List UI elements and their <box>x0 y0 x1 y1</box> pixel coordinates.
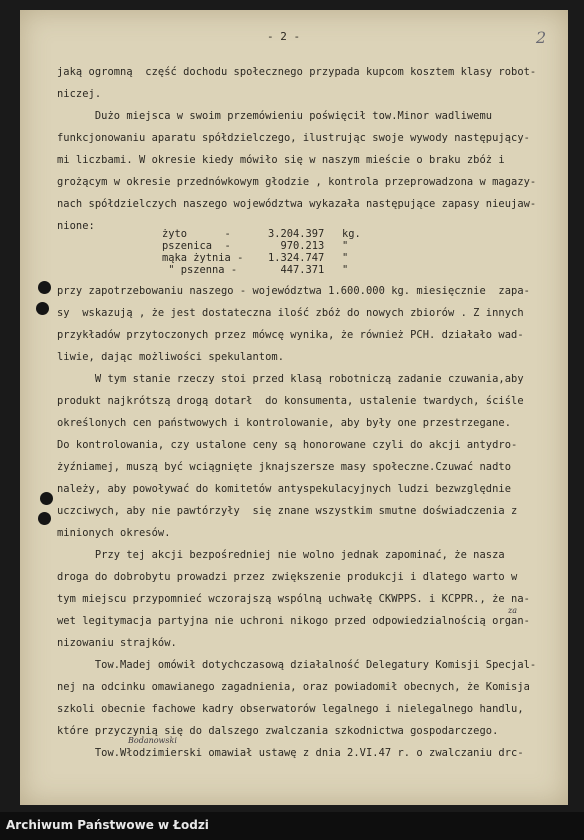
stock-amount: 3.204.397 <box>268 228 325 240</box>
text-line: Przy tej akcji bezpośredniej nie wolno jednak zapominać, że nasza <box>57 549 505 561</box>
text-line: przy zapotrzebowaniu naszego - województwa 1.600.000 kg. miesięcznie zapa- <box>57 285 530 297</box>
archive-footer-bar <box>0 812 584 840</box>
stock-item: mąka żytnia - <box>162 252 244 264</box>
text-line: niczej. <box>57 88 102 100</box>
text-line: wet legitymacja partyjna nie uchroni nikogo przed odpowiedzialnością organ- <box>57 615 530 627</box>
text-line: określonych cen państwowych i kontrolowanie, aby były one przestrzegane. <box>57 417 512 429</box>
text-line: szkoli obecnie fachowe kadry obserwatorów legalnego i nielegalnego handlu, <box>57 703 524 715</box>
text-line: mi liczbami. W okresie kiedy mówiło się w naszym mieście o braku zbóż i <box>57 154 505 166</box>
text-line: nej na odcinku omawianego zagadnienia, oraz powiadomił obecnych, że Komisja <box>57 681 530 693</box>
text-line: uczciwych, aby nie pawtórzyły się znane wszystkim smutne doświadczenia z <box>57 505 518 517</box>
stock-item: " pszenna - <box>162 264 238 276</box>
text-line: produkt najkrótszą drogą dotarł do konsumenta, ustalenie twardych, ściśle <box>57 395 524 407</box>
handwritten-annotation: za <box>508 606 517 615</box>
text-line: sy wskazują , że jest dostateczna ilość zbóż do nowych zbiorów . Z innych <box>57 307 524 319</box>
text-line: Tow.Włodzimierski omawiał ustawę z dnia 2.VI.47 r. o zwalczaniu drc- <box>57 747 524 759</box>
stock-amount: 1.324.747 <box>268 252 325 264</box>
text-line: minionych okresów. <box>57 527 171 539</box>
text-line: nizowaniu strajków. <box>57 637 177 649</box>
page-number: - 2 - <box>267 30 301 43</box>
stock-item: żyto - <box>162 228 231 240</box>
handwritten-annotation: Bodanowski <box>128 736 177 745</box>
stock-unit: " <box>342 264 349 276</box>
text-line: żyźniamej, muszą być wciągnięte jknajszersze masy społeczne.Czuwać nadto <box>57 461 512 473</box>
punch-hole <box>40 492 53 505</box>
text-line: Do kontrolowania, czy ustalone ceny są honorowane czyli do akcji antydro- <box>57 439 518 451</box>
text-line: W tym stanie rzeczy stoi przed klasą robotniczą zadanie czuwania,aby <box>57 373 524 385</box>
archive-footer-label: Archiwum Państwowe w Łodzi <box>6 818 209 832</box>
stock-item: pszenica - <box>162 240 231 252</box>
text-line: droga do dobrobytu prowadzi przez zwiększenie produkcji i dlatego warto w <box>57 571 518 583</box>
text-line: przykładów przytoczonych przez mówcę wynika, że również PCH. działało wad- <box>57 329 524 341</box>
punch-hole <box>38 512 51 525</box>
text-line: funkcjonowaniu aparatu spółdzielczego, ilustrując swoje wywody następujący- <box>57 132 530 144</box>
text-line: należy, aby powoływać do komitetów antyspekulacyjnych ludzi bezwzględnie <box>57 483 512 495</box>
text-line: nach spółdzielczych naszego województwa wykazała następujące zapasy nieujaw- <box>57 198 537 210</box>
stock-amount: 447.371 <box>268 264 325 276</box>
text-line: które przyczynią się do dalszego zwalczania szkodnictwa gospodarczego. <box>57 725 499 737</box>
punch-hole <box>36 302 49 315</box>
stock-unit: kg. <box>342 228 361 240</box>
stock-unit: " <box>342 240 349 252</box>
stock-unit: " <box>342 252 349 264</box>
text-line: nione: <box>57 220 95 232</box>
text-line: tym miejscu przypomnieć wczorajszą wspólną uchwałę CKWPPS. i KCPPR., że na- <box>57 593 530 605</box>
stock-amount: 970.213 <box>268 240 325 252</box>
text-line: Tow.Madej omówił dotychczasową działalność Delegatury Komisji Specjal- <box>57 659 537 671</box>
text-line: liwie, dając możliwości spekulantom. <box>57 351 285 363</box>
handwritten-page-number: 2 <box>536 28 547 47</box>
text-line: Dużo miejsca w swoim przemówieniu poświęcił tow.Minor wadliwemu <box>57 110 493 122</box>
punch-hole <box>38 281 51 294</box>
text-line: grożącym w okresie przednówkowym głodzie , kontrola przeprowadzona w magazy- <box>57 176 537 188</box>
text-line: jaką ogromną część dochodu społecznego przypada kupcom kosztem klasy robot- <box>57 66 537 78</box>
